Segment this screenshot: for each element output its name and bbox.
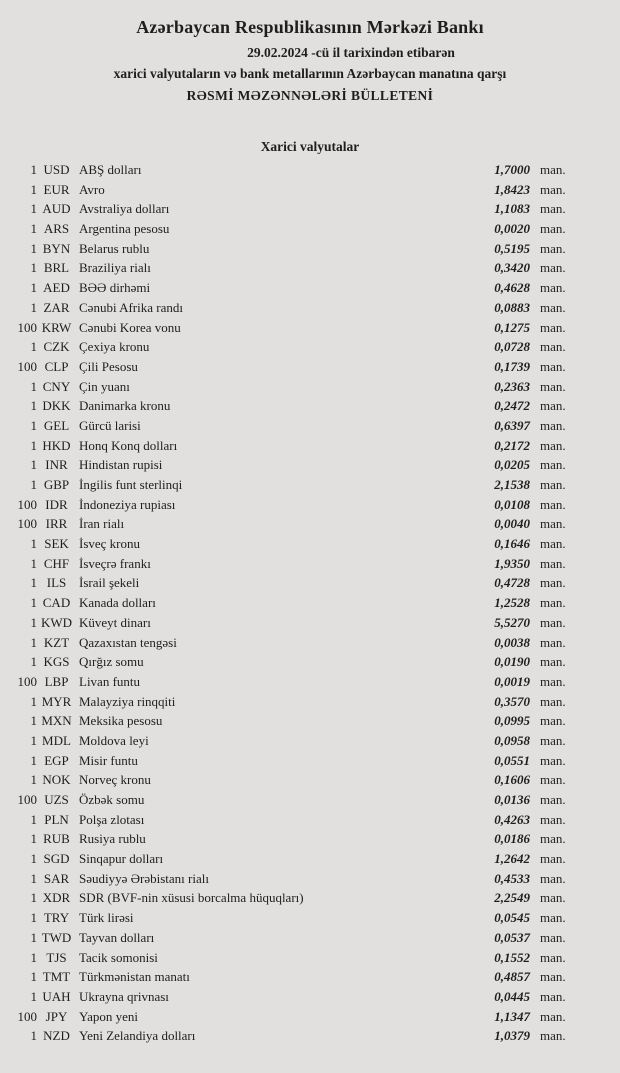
row-unit-label: man.	[540, 339, 566, 355]
row-quantity: 1	[30, 417, 37, 433]
row-currency-code: MDL	[42, 732, 71, 748]
row-currency-name: BƏƏ dirhəmi	[79, 280, 151, 296]
row-currency-name: Cənubi Afrika randı	[79, 299, 183, 315]
row-currency-code: USD	[43, 162, 70, 177]
table-row	[0, 416, 620, 436]
row-currency-name: Moldova leyi	[79, 732, 149, 748]
table-row	[0, 692, 620, 712]
table-row	[0, 731, 620, 751]
row-unit-label: man.	[540, 949, 566, 965]
row-currency-name: Braziliya rialı	[79, 260, 151, 276]
row-currency-name: Türkmənistan manatı	[79, 969, 190, 985]
row-currency-code: ZAR	[43, 299, 70, 315]
row-currency-code: UAH	[42, 988, 71, 1004]
table-row	[0, 278, 620, 298]
row-quantity: 100	[17, 516, 37, 532]
row-currency-code: KRW	[41, 319, 72, 335]
row-rate-value: 2,1538	[494, 477, 530, 492]
row-unit-label: man.	[540, 162, 566, 177]
row-unit-label: man.	[540, 358, 566, 374]
row-quantity: 1	[30, 162, 37, 177]
row-unit-label: man.	[540, 575, 566, 591]
row-unit-label: man.	[540, 181, 566, 197]
row-rate-value: 0,0995	[494, 713, 530, 729]
table-row	[0, 514, 620, 534]
table-row	[0, 258, 620, 278]
row-rate-value: 1,1347	[494, 1008, 530, 1024]
row-currency-code: BYN	[42, 240, 71, 256]
row-rate-value: 0,0136	[494, 792, 530, 807]
table-row	[0, 672, 620, 692]
row-quantity: 1	[30, 811, 37, 827]
row-currency-code: HKD	[42, 437, 71, 453]
row-currency-code: SGD	[43, 851, 70, 867]
row-quantity: 1	[30, 693, 37, 709]
row-currency-name: Küveyt dinarı	[79, 614, 151, 630]
row-rate-value: 0,0545	[494, 910, 530, 926]
row-rate-value: 0,0186	[494, 831, 530, 847]
row-currency-name: İsveçrə frankı	[79, 555, 151, 571]
row-rate-value: 0,0108	[494, 496, 530, 512]
row-currency-code: INR	[45, 457, 68, 473]
row-quantity: 1	[30, 536, 37, 552]
row-currency-name: Ukrayna qrivnası	[79, 988, 169, 1004]
row-quantity: 1	[30, 181, 37, 197]
row-unit-label: man.	[540, 792, 566, 807]
row-rate-value: 0,0040	[494, 516, 530, 532]
row-currency-code: LBP	[44, 673, 69, 689]
row-currency-name: Səudiyyə Ərəbistanı rialı	[79, 870, 209, 886]
row-currency-name: Cənubi Korea vonu	[79, 319, 181, 335]
row-quantity: 1	[30, 221, 37, 237]
bulletin-subtitle: xarici valyutaların və bank metallarının Azərbaycan manatına qarşı	[113, 66, 507, 81]
row-quantity: 1	[30, 732, 37, 748]
row-quantity: 1	[30, 398, 37, 414]
table-row	[0, 928, 620, 948]
row-unit-label: man.	[540, 457, 566, 473]
row-quantity: 1	[30, 437, 37, 453]
row-currency-name: Avstraliya dolları	[79, 201, 170, 217]
row-currency-code: SEK	[44, 536, 69, 552]
row-unit-label: man.	[540, 437, 566, 453]
row-unit-label: man.	[540, 477, 566, 492]
table-row	[0, 219, 620, 239]
row-rate-value: 1,8423	[494, 181, 530, 197]
row-unit-label: man.	[540, 693, 566, 709]
row-currency-code: NZD	[43, 1028, 70, 1044]
row-currency-code: KWD	[40, 614, 73, 630]
row-quantity: 1	[30, 851, 37, 867]
row-quantity: 1	[30, 890, 37, 906]
row-currency-code: IDR	[45, 496, 68, 512]
bank-name-title: Azərbaycan Respublikasının Mərkəzi Bankı	[136, 17, 484, 37]
table-row	[0, 888, 620, 908]
row-currency-name: Danimarka kronu	[79, 398, 171, 414]
row-currency-name: Özbək somu	[79, 792, 145, 807]
row-currency-code: RUB	[43, 831, 70, 847]
row-currency-name: SDR (BVF-nin xüsusi borcalma hüquqları)	[79, 890, 304, 906]
row-rate-value: 0,0445	[494, 988, 530, 1004]
row-currency-code: EGP	[44, 752, 69, 768]
row-currency-name: Rusiya rublu	[79, 831, 146, 847]
table-row	[0, 455, 620, 475]
row-rate-value: 0,0958	[494, 732, 530, 748]
row-quantity: 1	[30, 555, 37, 571]
table-row	[0, 377, 620, 397]
row-currency-code: DKK	[42, 398, 71, 414]
row-quantity: 1	[30, 240, 37, 256]
row-rate-value: 0,1739	[494, 358, 530, 374]
row-rate-value: 0,4857	[494, 969, 530, 985]
row-unit-label: man.	[540, 673, 566, 689]
row-rate-value: 0,0019	[494, 673, 530, 689]
row-currency-name: Qırğız somu	[79, 654, 144, 670]
row-unit-label: man.	[540, 811, 566, 827]
row-unit-label: man.	[540, 851, 566, 867]
row-quantity: 1	[30, 772, 37, 788]
row-quantity: 1	[30, 378, 37, 394]
table-row	[0, 849, 620, 869]
table-row	[0, 160, 620, 180]
row-unit-label: man.	[540, 260, 566, 276]
row-unit-label: man.	[540, 319, 566, 335]
table-row	[0, 396, 620, 416]
row-unit-label: man.	[540, 713, 566, 729]
table-row	[0, 987, 620, 1007]
row-quantity: 1	[30, 339, 37, 355]
table-row	[0, 948, 620, 968]
row-rate-value: 0,0551	[494, 752, 530, 768]
row-rate-value: 0,1646	[494, 536, 530, 552]
row-currency-code: TRY	[43, 910, 70, 926]
row-rate-value: 0,0883	[494, 299, 530, 315]
row-currency-code: KZT	[43, 634, 70, 650]
row-quantity: 1	[30, 299, 37, 315]
row-currency-name: Qazaxıstan tengəsi	[79, 634, 177, 650]
exchange-rates-table	[0, 160, 620, 1046]
row-currency-name: Belarus rublu	[79, 240, 150, 256]
section-title-foreign-currencies: Xarici valyutalar	[260, 139, 360, 154]
row-rate-value: 1,2528	[494, 595, 530, 611]
row-unit-label: man.	[540, 634, 566, 650]
row-unit-label: man.	[540, 910, 566, 926]
table-row	[0, 711, 620, 731]
row-unit-label: man.	[540, 280, 566, 296]
row-currency-name: İngilis funt sterlinqi	[79, 477, 183, 492]
row-currency-code: CLP	[44, 358, 69, 374]
table-row	[0, 751, 620, 771]
row-currency-code: TMT	[42, 969, 71, 985]
row-currency-code: EUR	[43, 181, 70, 197]
row-unit-label: man.	[540, 654, 566, 670]
row-quantity: 1	[30, 910, 37, 926]
row-rate-value: 0,4263	[494, 811, 530, 827]
row-currency-name: Argentina pesosu	[79, 221, 170, 237]
row-quantity: 1	[30, 654, 37, 670]
row-currency-code: JPY	[45, 1008, 68, 1024]
table-row	[0, 869, 620, 889]
bulletin-title: RƏSMİ MƏZƏNNƏLƏRİ BÜLLETENİ	[186, 88, 434, 103]
row-rate-value: 0,6397	[494, 417, 530, 433]
row-unit-label: man.	[540, 772, 566, 788]
row-currency-code: ARS	[43, 221, 70, 237]
row-unit-label: man.	[540, 890, 566, 906]
table-row	[0, 573, 620, 593]
row-unit-label: man.	[540, 752, 566, 768]
row-currency-name: Polşa zlotası	[79, 811, 145, 827]
table-row	[0, 357, 620, 377]
row-rate-value: 0,2363	[494, 378, 530, 394]
row-currency-name: Çili Pesosu	[79, 358, 138, 374]
row-currency-name: Türk lirəsi	[79, 910, 134, 926]
row-currency-code: TJS	[46, 949, 67, 965]
row-quantity: 1	[30, 713, 37, 729]
table-row	[0, 337, 620, 357]
row-currency-code: ILS	[46, 575, 67, 591]
row-currency-code: SAR	[43, 870, 70, 886]
row-quantity: 1	[30, 457, 37, 473]
table-row	[0, 318, 620, 338]
row-quantity: 1	[30, 949, 37, 965]
row-unit-label: man.	[540, 614, 566, 630]
row-quantity: 100	[17, 792, 37, 807]
row-unit-label: man.	[540, 870, 566, 886]
row-currency-name: Livan funtu	[79, 673, 141, 689]
row-currency-code: AUD	[42, 201, 71, 217]
row-currency-name: Norveç kronu	[79, 772, 151, 788]
table-row	[0, 908, 620, 928]
row-unit-label: man.	[540, 378, 566, 394]
row-unit-label: man.	[540, 299, 566, 315]
row-currency-code: TWD	[41, 929, 72, 945]
row-quantity: 1	[30, 988, 37, 1004]
row-currency-name: İndoneziya rupiası	[79, 496, 176, 512]
row-currency-code: PLN	[44, 811, 69, 827]
row-rate-value: 0,4628	[494, 280, 530, 296]
row-quantity: 100	[17, 673, 37, 689]
row-rate-value: 0,3420	[494, 260, 530, 276]
row-unit-label: man.	[540, 732, 566, 748]
row-unit-label: man.	[540, 240, 566, 256]
row-rate-value: 1,9350	[494, 555, 530, 571]
row-currency-code: UZS	[44, 792, 69, 807]
row-quantity: 1	[30, 575, 37, 591]
row-quantity: 1	[30, 477, 37, 492]
table-row	[0, 633, 620, 653]
row-unit-label: man.	[540, 496, 566, 512]
table-row	[0, 495, 620, 515]
row-currency-code: CNY	[42, 378, 71, 394]
row-currency-code: XDR	[42, 890, 71, 906]
row-rate-value: 0,0038	[494, 634, 530, 650]
row-quantity: 1	[30, 870, 37, 886]
row-unit-label: man.	[540, 555, 566, 571]
row-quantity: 1	[30, 201, 37, 217]
table-row	[0, 652, 620, 672]
row-quantity: 1	[30, 831, 37, 847]
row-currency-name: ABŞ dolları	[79, 162, 142, 177]
row-currency-name: İran rialı	[79, 516, 125, 532]
row-currency-code: NOK	[42, 772, 71, 788]
row-currency-code: GBP	[43, 477, 70, 492]
row-rate-value: 0,0205	[494, 457, 530, 473]
row-rate-value: 1,0379	[494, 1028, 530, 1044]
row-quantity: 1	[30, 595, 37, 611]
row-unit-label: man.	[540, 988, 566, 1004]
bulletin-header	[0, 0, 620, 105]
row-unit-label: man.	[540, 595, 566, 611]
row-unit-label: man.	[540, 929, 566, 945]
row-quantity: 1	[30, 1028, 37, 1044]
row-quantity: 1	[30, 614, 37, 630]
row-rate-value: 0,4728	[494, 575, 530, 591]
row-rate-value: 0,5195	[494, 240, 530, 256]
table-row	[0, 239, 620, 259]
table-row	[0, 475, 620, 495]
row-currency-code: IRR	[45, 516, 68, 532]
row-currency-name: Yapon yeni	[79, 1008, 138, 1024]
row-quantity: 1	[30, 280, 37, 296]
row-currency-code: MYR	[41, 693, 72, 709]
row-currency-name: İsrail şekeli	[79, 575, 140, 591]
row-currency-name: Kanada dolları	[79, 595, 156, 611]
table-row	[0, 829, 620, 849]
row-rate-value: 0,2472	[494, 398, 530, 414]
table-row	[0, 810, 620, 830]
table-row	[0, 967, 620, 987]
table-row	[0, 436, 620, 456]
row-rate-value: 0,0020	[494, 221, 530, 237]
row-rate-value: 1,7000	[494, 162, 530, 177]
row-currency-code: CAD	[42, 595, 71, 611]
row-quantity: 100	[17, 358, 37, 374]
row-quantity: 1	[30, 752, 37, 768]
row-unit-label: man.	[540, 201, 566, 217]
row-currency-name: İsveç kronu	[79, 536, 141, 552]
row-unit-label: man.	[540, 398, 566, 414]
row-rate-value: 0,4533	[494, 870, 530, 886]
row-unit-label: man.	[540, 536, 566, 552]
table-row	[0, 613, 620, 633]
row-rate-value: 0,2172	[494, 437, 530, 453]
effective-date-line: 29.02.2024 -cü il tarixindən etibarən	[247, 45, 455, 60]
row-unit-label: man.	[540, 1028, 566, 1044]
row-currency-name: Misir funtu	[79, 752, 138, 768]
table-row	[0, 770, 620, 790]
row-currency-name: Çin yuanı	[79, 378, 130, 394]
row-currency-code: CZK	[43, 339, 70, 355]
table-row	[0, 534, 620, 554]
row-currency-code: CHF	[43, 555, 70, 571]
table-row	[0, 790, 620, 810]
row-unit-label: man.	[540, 516, 566, 532]
row-rate-value: 0,1275	[494, 319, 530, 335]
row-rate-value: 0,1606	[494, 772, 530, 788]
row-currency-name: Çexiya kronu	[79, 339, 150, 355]
row-currency-name: Gürcü larisi	[79, 417, 141, 433]
row-currency-name: Sinqapur dolları	[79, 851, 164, 867]
row-unit-label: man.	[540, 221, 566, 237]
row-currency-code: MXN	[41, 713, 72, 729]
row-currency-code: BRL	[43, 260, 70, 276]
row-currency-name: Tayvan dolları	[79, 929, 155, 945]
row-rate-value: 0,0190	[494, 654, 530, 670]
row-quantity: 100	[17, 496, 37, 512]
row-quantity: 1	[30, 634, 37, 650]
table-row	[0, 1007, 620, 1027]
row-currency-code: GEL	[43, 417, 70, 433]
table-row	[0, 593, 620, 613]
table-row	[0, 180, 620, 200]
row-quantity: 1	[30, 260, 37, 276]
row-currency-name: Yeni Zelandiya dolları	[79, 1028, 196, 1044]
row-quantity: 100	[17, 319, 37, 335]
row-rate-value: 2,2549	[494, 890, 530, 906]
row-currency-name: Meksika pesosu	[79, 713, 163, 729]
row-rate-value: 5,5270	[494, 614, 530, 630]
row-quantity: 1	[30, 969, 37, 985]
row-currency-name: Tacik somonisi	[79, 949, 158, 965]
table-row	[0, 199, 620, 219]
row-unit-label: man.	[540, 1008, 566, 1024]
table-row	[0, 554, 620, 574]
row-unit-label: man.	[540, 831, 566, 847]
row-rate-value: 0,0728	[494, 339, 530, 355]
table-row	[0, 298, 620, 318]
row-currency-code: KGS	[43, 654, 70, 670]
row-rate-value: 0,3570	[494, 693, 530, 709]
row-quantity: 1	[30, 929, 37, 945]
row-rate-value: 1,1083	[494, 201, 530, 217]
row-rate-value: 0,1552	[494, 949, 530, 965]
row-unit-label: man.	[540, 969, 566, 985]
row-rate-value: 0,0537	[494, 929, 530, 945]
table-row	[0, 1026, 620, 1046]
row-currency-name: Avro	[79, 181, 105, 197]
row-rate-value: 1,2642	[494, 851, 530, 867]
row-unit-label: man.	[540, 417, 566, 433]
row-currency-name: Honq Konq dolları	[79, 437, 178, 453]
row-currency-name: Malayziya rinqqiti	[79, 693, 176, 709]
row-currency-name: Hindistan rupisi	[79, 457, 163, 473]
row-quantity: 100	[17, 1008, 37, 1024]
row-currency-code: AED	[43, 280, 70, 296]
